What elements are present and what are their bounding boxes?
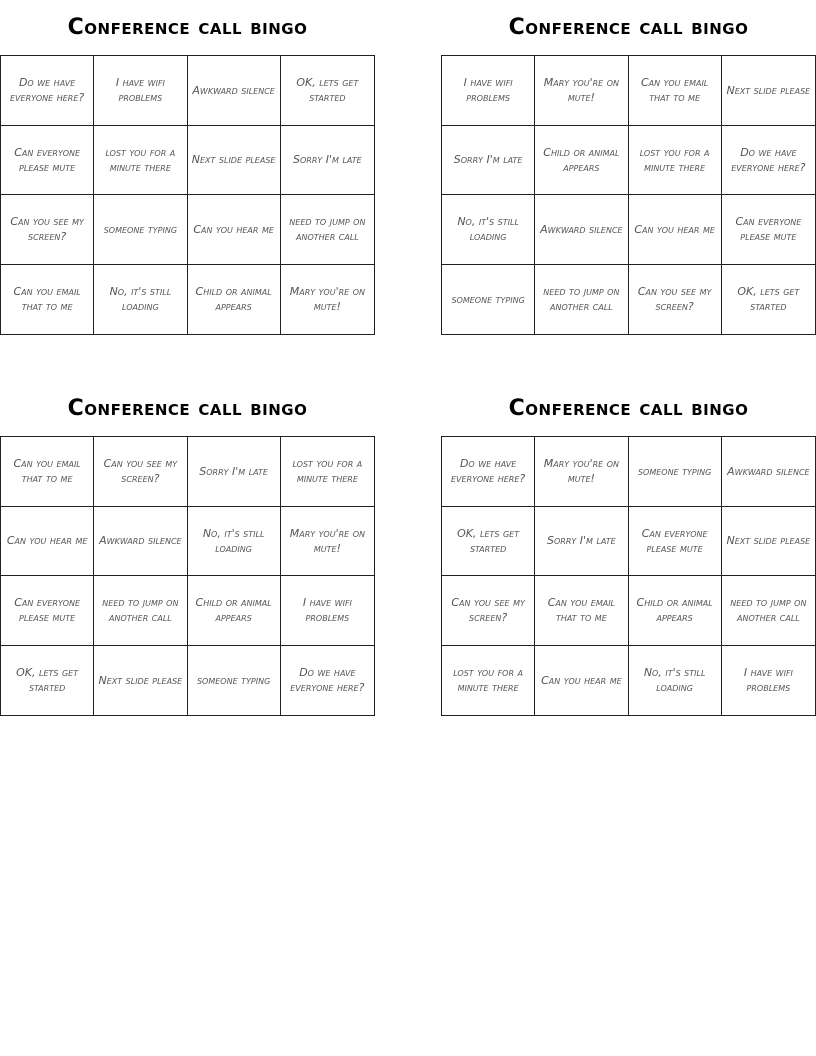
card-title: Conference call bingo [67, 15, 308, 40]
card-title: Conference call bingo [508, 396, 749, 421]
bingo-cell: someone typing [94, 195, 187, 265]
bingo-cell: OK, lets get started [1, 646, 94, 716]
bingo-cell: Awkward silence [535, 195, 628, 265]
bingo-cell: lost you for a minute there [281, 437, 374, 507]
bingo-grid [441, 55, 816, 335]
bingo-cell: Can everyone please mute [1, 126, 94, 196]
bingo-cell: Can you email that to me [1, 265, 94, 335]
bingo-cell: Awkward silence [94, 507, 187, 577]
bingo-cell: OK, lets get started [442, 507, 535, 577]
bingo-cell: Can everyone please mute [1, 576, 94, 646]
bingo-cell: I have wifi problems [442, 56, 535, 126]
bingo-cell: lost you for a minute there [442, 646, 535, 716]
bingo-cell: Awkward silence [722, 437, 815, 507]
bingo-cell: Can you hear me [1, 507, 94, 577]
bingo-cell: Can you hear me [629, 195, 722, 265]
bingo-cell: Mary you're on mute! [535, 56, 628, 126]
bingo-cell: Child or animal appears [629, 576, 722, 646]
bingo-cell: Mary you're on mute! [289, 285, 365, 314]
bingo-cell: someone typing [188, 646, 281, 716]
bingo-cell: someone typing [442, 265, 535, 335]
bingo-cell: Sorry I'm late [188, 437, 281, 507]
bingo-cell: Next slide please [722, 56, 815, 126]
bingo-cell: OK, lets get started [737, 285, 800, 314]
bingo-cell: Mary you're on mute! [535, 437, 628, 507]
bingo-grid [441, 436, 816, 716]
bingo-grid [0, 55, 375, 335]
bingo-cell: need to jump on another call [535, 265, 628, 335]
bingo-cell: need to jump on another call [281, 195, 374, 265]
bingo-cell: need to jump on another call [94, 576, 187, 646]
bingo-cell: I have wifi problems [94, 56, 187, 126]
bingo-cell: Can you see my screen? [94, 437, 187, 507]
bingo-cell: Can you see my screen? [1, 195, 94, 265]
bingo-cell: Mary you're on mute! [281, 507, 374, 577]
bingo-cell: Can you hear me [188, 195, 281, 265]
bingo-cell: Can you hear me [535, 646, 628, 716]
bingo-cell: lost you for a minute there [94, 126, 187, 196]
bingo-cell: Sorry I'm late [535, 507, 628, 577]
bingo-cell: Do we have everyone here? [1, 56, 94, 126]
bingo-cell: Can you email that to me [1, 437, 94, 507]
bingo-grid [0, 436, 375, 716]
card-title: Conference call bingo [67, 396, 308, 421]
bingo-cell: Do we have everyone here? [722, 126, 815, 196]
bingo-cell: Next slide please [94, 646, 187, 716]
bingo-cell: Next slide please [188, 126, 281, 196]
bingo-cell: Next slide please [722, 507, 815, 577]
bingo-cell: Can you see my screen? [442, 576, 535, 646]
bingo-cell: someone typing [629, 437, 722, 507]
bingo-cell: No, it's still loading [188, 507, 281, 577]
bingo-cell: No, it's still loading [629, 646, 722, 716]
bingo-cell: Can you email that to me [629, 56, 722, 126]
bingo-cell: Can everyone please mute [629, 507, 722, 577]
bingo-cell: Child or animal appears [188, 265, 281, 335]
bingo-cell: Child or animal appears [188, 576, 281, 646]
bingo-cell: Can everyone please mute [722, 195, 815, 265]
bingo-card [441, 0, 816, 314]
card-title: Conference call bingo [508, 15, 749, 40]
bingo-cell: I have wifi problems [743, 666, 793, 695]
bingo-cell: Can you email that to me [535, 576, 628, 646]
bingo-card [0, 381, 375, 695]
bingo-cell: need to jump on another call [722, 576, 815, 646]
bingo-cell: No, it's still loading [94, 265, 187, 335]
bingo-cell: Do we have everyone here? [290, 666, 365, 695]
bingo-cell: No, it's still loading [442, 195, 535, 265]
bingo-card [441, 381, 816, 695]
bingo-cell: lost you for a minute there [629, 126, 722, 196]
bingo-cell: I have wifi problems [281, 576, 374, 646]
bingo-cell: OK, lets get started [281, 56, 374, 126]
bingo-cell: Can you see my screen? [629, 265, 722, 335]
bingo-card [0, 0, 375, 314]
bingo-cell: Do we have everyone here? [442, 437, 535, 507]
bingo-cell: Sorry I'm late [281, 126, 374, 196]
bingo-cell: Sorry I'm late [442, 126, 535, 196]
bingo-cell: Awkward silence [188, 56, 281, 126]
bingo-cell: Child or animal appears [535, 126, 628, 196]
